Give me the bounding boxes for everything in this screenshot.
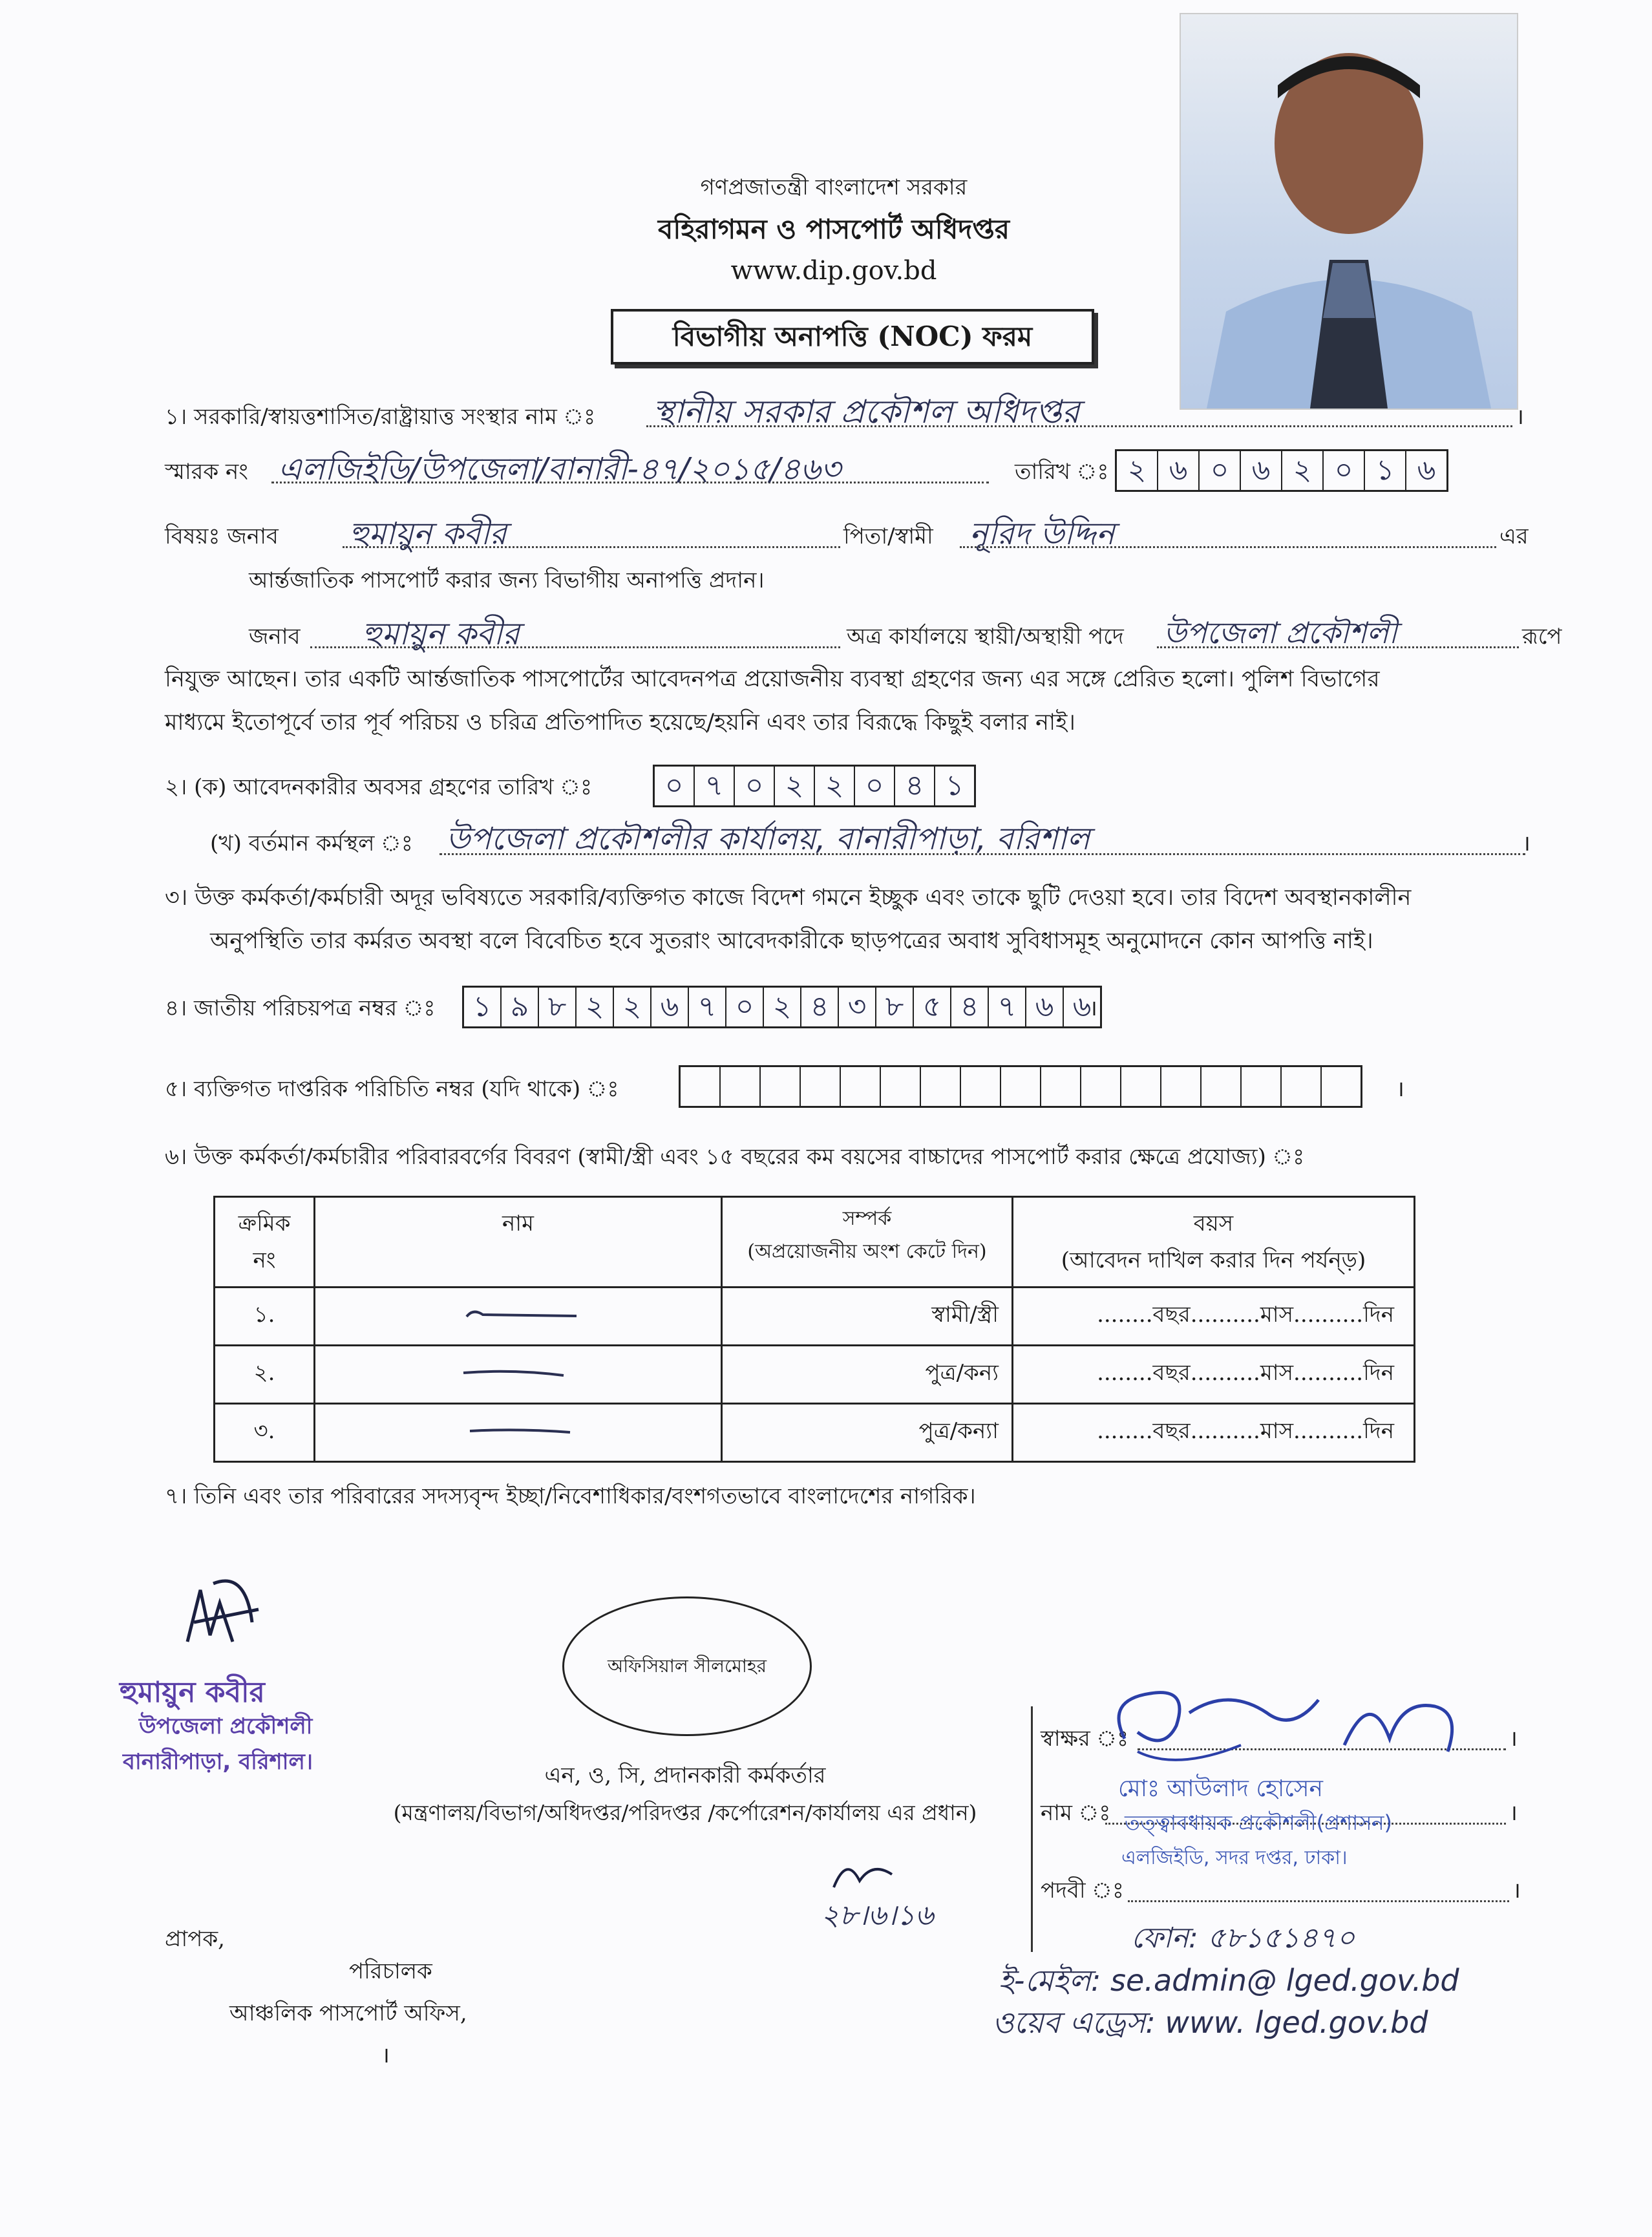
website-link: www.dip.gov.bd [730, 256, 937, 286]
para-janab: জনাব [249, 624, 301, 650]
recipient-title: পরিচালক [349, 1958, 432, 1984]
parent-name-value: নূরিদ উদ্দিন [969, 516, 1115, 552]
subject-name-value: হুমায়ুন কবীর [349, 516, 507, 552]
item4-end: । [1089, 995, 1097, 1021]
sign-end-1: । [1509, 1726, 1518, 1752]
subject-label: বিষয়ঃ জনাব [165, 524, 279, 549]
name-label: নাম ঃ [1041, 1800, 1111, 1826]
col-name: নাম [315, 1197, 722, 1288]
sign-end-2: । [1509, 1800, 1518, 1826]
item1-label: ১। সরকারি/স্বায়ত্তশাসিত/রাষ্ট্রায়াত্ত সংস্থার নাম ঃ [165, 404, 596, 430]
col-relation: সম্পর্ক (অপ্রয়োজনীয় অংশ কেটে দিন) [722, 1197, 1013, 1288]
email-value: ই-মেইল: se.admin@ lged.gov.bd [999, 1963, 1459, 1998]
item2b-end: । [1522, 831, 1530, 856]
sign-end-3: । [1512, 1878, 1521, 1903]
para-rupe: রূপে [1522, 624, 1562, 650]
official-id-boxes [679, 1065, 1362, 1108]
department-name: বহিরাগমন ও পাসপোর্ট অধিদপ্তর [658, 213, 1010, 245]
official-seal [562, 1596, 812, 1736]
item7-text: ৭। তিনি এবং তার পরিবারের সদস্যবৃন্দ ইচ্ছা/নিবেশাধিকার/বংশগতভাবে বাংলাদেশের নাগরিক। [165, 1483, 976, 1509]
table-row: ২. পুত্র/কন্য ........বছর..........মাস..........দিন [215, 1346, 1415, 1404]
para-mid: অত্র কার্যালয়ে স্থায়ী/অস্থায়ী পদে [847, 624, 1124, 650]
form-title: বিভাগীয় অনাপত্তি (NOC) ফরম [611, 309, 1094, 365]
left-signature [175, 1564, 278, 1668]
right-stamp-name: মোঃ আউলাদ হোসেন [1118, 1776, 1324, 1802]
left-stamp-title: উপজেলা প্রকৌশলী [139, 1713, 313, 1739]
item5-label: ৫। ব্যক্তিগত দাপ্তরিক পরিচিতি নম্বর (যদি থাকে) ঃ [165, 1076, 619, 1102]
subject-line2: আর্ন্তজাতিক পাসপোর্ট করার জন্য বিভাগীয় অনাপত্তি প্রদান। [249, 567, 765, 593]
item6-label: ৬। উক্ত কর্মকর্তা/কর্মচারীর পরিবারবর্গের বিবরণ (স্বামী/স্ত্রী এবং ১৫ বছরের কম বয়সের বাচ্চাদের পাসপোর্ট করার ক্ষেত্রে প্রযোজ্য) ঃ [165, 1144, 1305, 1170]
sign-label: স্বাক্ষর ঃ [1041, 1726, 1129, 1752]
memo-label: স্মারক নং [165, 459, 248, 485]
item3-line2: অনুপস্থিতি তার কর্মরত অবস্থা বলে বিবেচিত হবে সুতরাং আবেদকারীকে ছাড়পত্রের অবাধ সুবিধাসমূহ অনুমোদনে কোন আপত্তি নাই। [210, 928, 1373, 954]
initial-signature [827, 1849, 905, 1900]
right-stamp-title: তত্ত্বাবধায়ক প্রকৌশলী(প্রশাসন) [1125, 1810, 1393, 1835]
left-stamp-name: হুমায়ুন কবীর [120, 1676, 265, 1709]
person-photo-icon [1181, 14, 1517, 408]
right-signature [1099, 1674, 1499, 1784]
memo-number-value: এলজিইডি/উপজেলা/বানারী-৪৭/২০১৫/৪৬৩ [278, 451, 841, 487]
retirement-date-boxes: ০ ৭ ০ ২ ২ ০ ৪ ১ [653, 765, 976, 807]
noc-officer-line2: (মন্ত্রণালয়/বিভাগ/অধিদপ্তর/পরিদপ্তর /কর্পোরেশন/কার্যালয় এর প্রধান) [393, 1800, 977, 1825]
date-label: তারিখ ঃ [1015, 459, 1109, 485]
noc-officer-line1: এন, ও, সি, প্রদানকারী কর্মকর্তার [544, 1763, 826, 1788]
recipient-office: আঞ্চলিক পাসপোর্ট অফিস, [229, 2000, 467, 2026]
table-row: ১. স্বামী/স্ত্রী ........বছর..........মাস..........দিন [215, 1288, 1415, 1346]
col-age: বয়স (আবেদন দাখিল করার দিন পর্যন্ড়) [1013, 1197, 1415, 1288]
recipient-end: । [381, 2042, 390, 2068]
phone-value: ফোন: ৫৮১৫১৪৭০ [1131, 1922, 1355, 1955]
sign-block-divider [1031, 1706, 1033, 1952]
family-table [213, 1196, 1415, 1463]
post-label: পদবী ঃ [1041, 1878, 1124, 1903]
workplace-value: উপজেলা প্রকৌশলীর কার্যালয়, বানারীপাড়া, বরিশাল [446, 821, 1090, 857]
item2b-label: (খ) বর্তমান কর্মস্থল ঃ [210, 831, 413, 856]
para-line3: মাধ্যমে ইতোপূর্বে তার পূর্ব পরিচয় ও চরিত্র প্রতিপাদিত হয়েছে/হয়নি এবং তার বিরূদ্ধে কিছুই বলার নাই। [165, 710, 1075, 736]
seal-label: অফিসিয়াল সীলমোহর [607, 1655, 767, 1677]
dated-value: ২৮।৬।১৬ [821, 1899, 934, 1932]
post-line [1128, 1900, 1509, 1902]
recipient-to: প্রাপক, [165, 1926, 225, 1952]
table-row: ৩. পুত্র/কন্যা ........বছর..........মাস..........দিন [215, 1404, 1415, 1462]
web-value: ওয়েব এড্রেস: www. lged.gov.bd [992, 2005, 1428, 2040]
right-stamp-office: এলজিইডি, সদর দপ্তর, ঢাকা। [1121, 1847, 1348, 1869]
applicant-photo [1180, 13, 1518, 410]
para-name-value: হুমায়ুন কবীর [362, 616, 520, 652]
subject-er: এর [1499, 524, 1529, 549]
left-stamp-place: বানারীপাড়া, বরিশাল। [123, 1749, 313, 1775]
date-boxes: ২ ৬ ০ ৬ ২ ০ ১ ৬ [1115, 449, 1448, 492]
item5-end: । [1396, 1076, 1404, 1102]
item3-line1: ৩। উক্ত কর্মকর্তা/কর্মচারী অদূর ভবিষ্যতে সরকারি/ব্যক্তিগত কাজে বিদেশ গমনে ইচ্ছুক এবং তাকে ছুটি দেওয়া হবে। তার বিদেশ অবস্থানকালীন [165, 885, 1412, 911]
org-name-value: স্থানীয় সরকার প্রকৌশল অধিদপ্তর [653, 393, 1080, 430]
para-post-value: উপজেলা প্রকৌশলী [1163, 615, 1397, 650]
parent-label: পিতা/স্বামী [843, 524, 933, 549]
item1-end: । [1516, 404, 1524, 430]
nid-boxes: ১ ৯ ৮ ২ ২ ৬ ৭ ০ ২ ৪ ৩ ৮ ৫ ৪ ৭ ৬ ৬ [462, 986, 1102, 1028]
item4-label: ৪। জাতীয় পরিচয়পত্র নম্বর ঃ [165, 995, 436, 1021]
item2a-label: ২। (ক) আবেদনকারীর অবসর গ্রহণের তারিখ ঃ [165, 774, 593, 800]
govt-name: গণপ্রজাতন্ত্রী বাংলাদেশ সরকার [700, 175, 968, 200]
col-serial: ক্রমিক নং [215, 1197, 315, 1288]
para-line2: নিযুক্ত আছেন। তার একটি আর্ন্তজাতিক পাসপোর্টের আবেদনপত্র প্রয়োজনীয় ব্যবস্থা গ্রহণের জন্য এর সঙ্গে প্রেরিত হলো। পুলিশ বিভাগের [165, 666, 1380, 692]
